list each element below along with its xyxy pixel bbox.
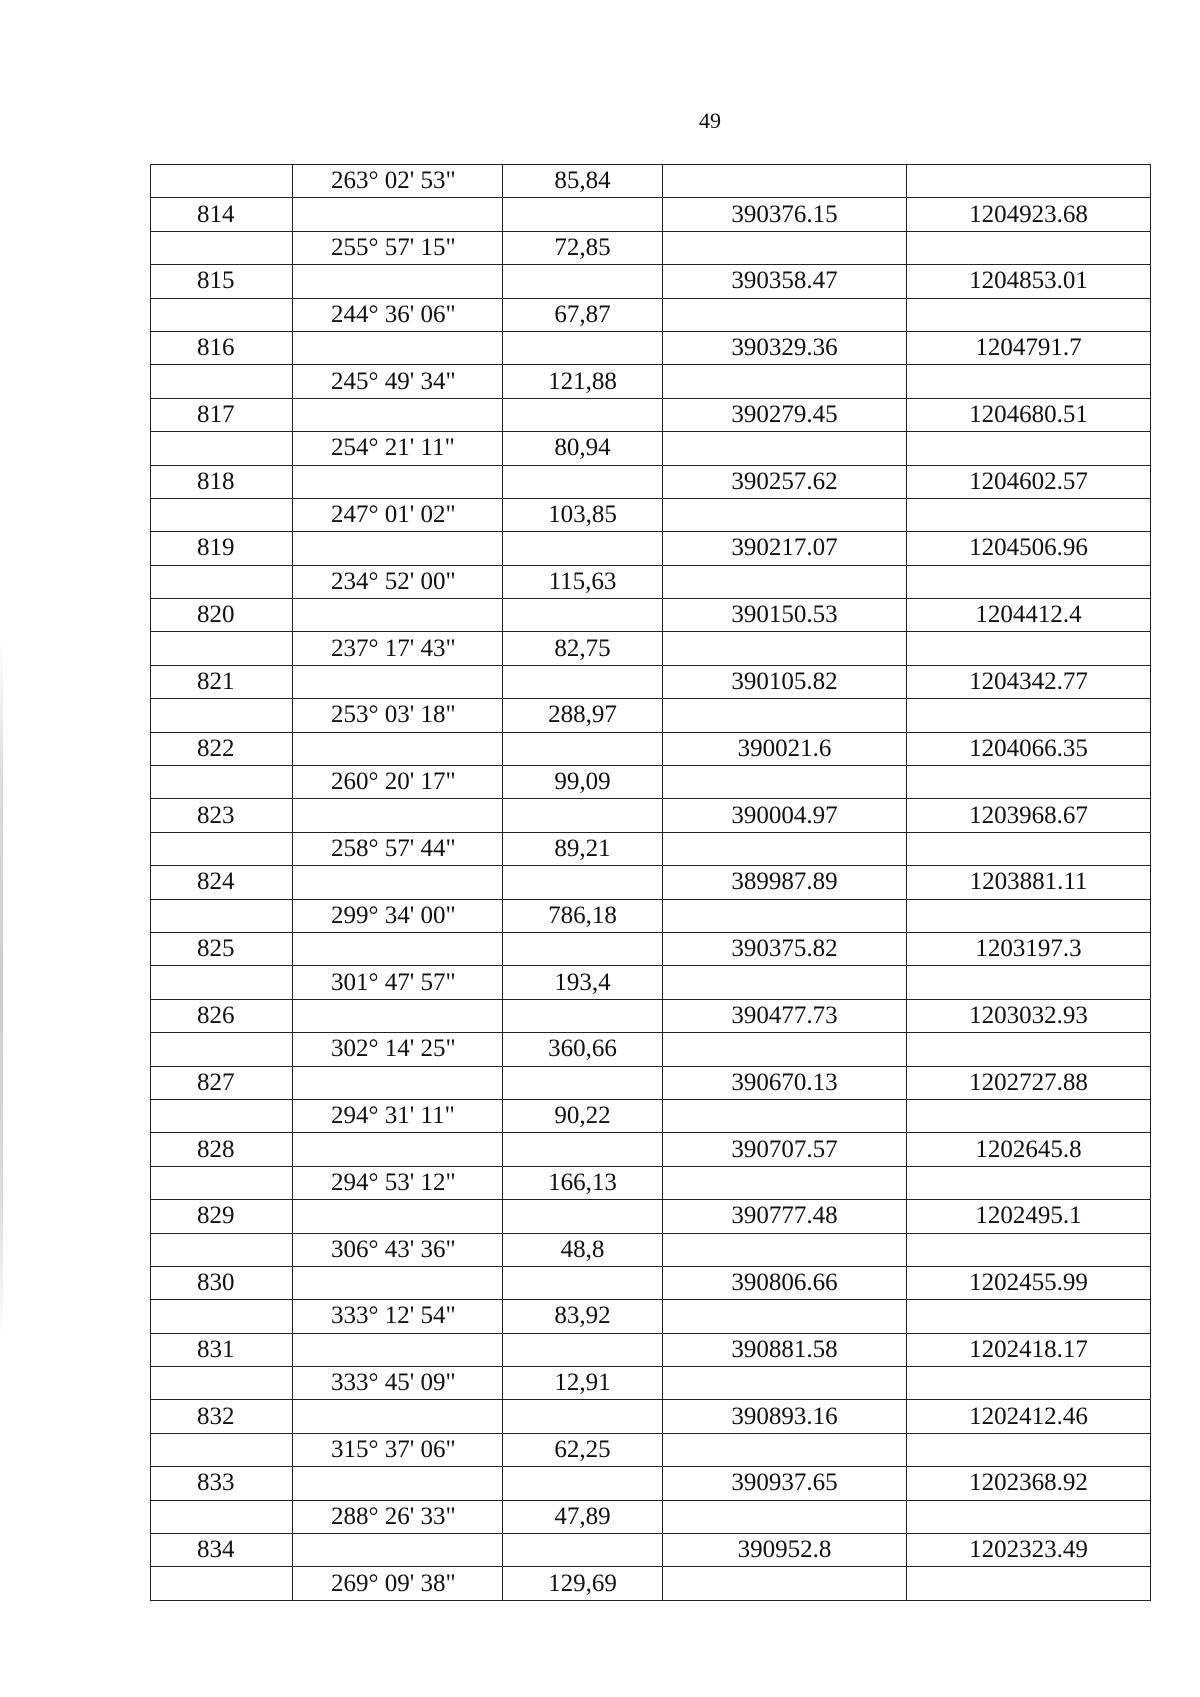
point-number-cell: 821 [151,665,293,698]
y-coordinate-cell: 1202323.49 [907,1534,1151,1567]
direction-angle-cell: 299° 34' 00" [293,899,503,932]
distance-cell: 80,94 [503,432,663,465]
distance-cell: 288,97 [503,699,663,732]
x-coordinate-cell: 390881.58 [663,1333,907,1366]
y-coordinate-cell: 1203881.11 [907,866,1151,899]
distance-cell [503,1333,663,1366]
direction-angle-cell [293,999,503,1032]
point-number-cell [151,766,293,799]
direction-angle-cell [293,1200,503,1233]
x-coordinate-cell: 390777.48 [663,1200,907,1233]
y-coordinate-cell [907,1567,1151,1600]
direction-angle-cell [293,532,503,565]
direction-angle-cell [293,1066,503,1099]
x-coordinate-cell [663,231,907,264]
distance-cell [503,331,663,364]
y-coordinate-cell: 1204853.01 [907,265,1151,298]
point-number-cell: 830 [151,1266,293,1299]
point-number-cell: 824 [151,866,293,899]
table-row [151,565,1151,598]
table-row [151,999,1151,1032]
table-row [151,231,1151,264]
x-coordinate-cell [663,632,907,665]
distance-cell: 90,22 [503,1099,663,1132]
point-number-cell [151,1367,293,1400]
y-coordinate-cell: 1202368.92 [907,1467,1151,1500]
point-number-cell [151,298,293,331]
x-coordinate-cell: 390217.07 [663,532,907,565]
table-row [151,1433,1151,1466]
y-coordinate-cell: 1202495.1 [907,1200,1151,1233]
y-coordinate-cell: 1204506.96 [907,532,1151,565]
page-number: 49 [699,108,721,133]
direction-angle-cell: 294° 31' 11" [293,1099,503,1132]
direction-angle-cell: 269° 09' 38" [293,1567,503,1600]
distance-cell [503,932,663,965]
x-coordinate-cell [663,1233,907,1266]
y-coordinate-cell [907,1233,1151,1266]
y-coordinate-cell: 1204412.4 [907,599,1151,632]
y-coordinate-cell: 1204066.35 [907,732,1151,765]
point-number-cell [151,832,293,865]
direction-angle-cell [293,1467,503,1500]
table-row [151,1066,1151,1099]
direction-angle-cell: 237° 17' 43" [293,632,503,665]
point-number-cell [151,231,293,264]
scan-edge-shadow [0,640,3,1340]
point-number-cell [151,1300,293,1333]
table-row [151,1033,1151,1066]
y-coordinate-cell: 1202455.99 [907,1266,1151,1299]
y-coordinate-cell: 1204342.77 [907,665,1151,698]
x-coordinate-cell: 390952.8 [663,1534,907,1567]
distance-cell [503,732,663,765]
direction-angle-cell [293,398,503,431]
point-number-cell [151,899,293,932]
table-row [151,265,1151,298]
distance-cell [503,465,663,498]
distance-cell [503,1266,663,1299]
distance-cell [503,198,663,231]
y-coordinate-cell [907,165,1151,198]
distance-cell [503,1534,663,1567]
direction-angle-cell [293,1333,503,1366]
table-row [151,599,1151,632]
point-number-cell [151,165,293,198]
x-coordinate-cell: 390150.53 [663,599,907,632]
direction-angle-cell: 253° 03' 18" [293,699,503,732]
distance-cell: 166,13 [503,1166,663,1199]
distance-cell: 129,69 [503,1567,663,1600]
y-coordinate-cell [907,899,1151,932]
distance-cell [503,599,663,632]
x-coordinate-cell: 390004.97 [663,799,907,832]
x-coordinate-cell: 390806.66 [663,1266,907,1299]
x-coordinate-cell [663,1433,907,1466]
point-number-cell [151,1500,293,1533]
point-number-cell: 819 [151,532,293,565]
point-number-cell: 823 [151,799,293,832]
y-coordinate-cell [907,231,1151,264]
distance-cell [503,1066,663,1099]
direction-angle-cell: 288° 26' 33" [293,1500,503,1533]
coordinates-table [150,164,1151,1601]
x-coordinate-cell: 390279.45 [663,398,907,431]
direction-angle-cell [293,265,503,298]
distance-cell [503,398,663,431]
table-row [151,398,1151,431]
y-coordinate-cell: 1204791.7 [907,331,1151,364]
x-coordinate-cell [663,766,907,799]
table-row [151,1500,1151,1533]
distance-cell: 72,85 [503,231,663,264]
table-row [151,1200,1151,1233]
distance-cell: 89,21 [503,832,663,865]
table-row [151,1333,1151,1366]
table-row [151,1367,1151,1400]
direction-angle-cell [293,799,503,832]
x-coordinate-cell [663,1367,907,1400]
direction-angle-cell [293,599,503,632]
point-number-cell: 817 [151,398,293,431]
distance-cell [503,532,663,565]
point-number-cell [151,1433,293,1466]
direction-angle-cell: 234° 52' 00" [293,565,503,598]
y-coordinate-cell: 1203968.67 [907,799,1151,832]
x-coordinate-cell: 390707.57 [663,1133,907,1166]
point-number-cell: 829 [151,1200,293,1233]
direction-angle-cell: 306° 43' 36" [293,1233,503,1266]
point-number-cell [151,498,293,531]
point-number-cell: 828 [151,1133,293,1166]
direction-angle-cell [293,866,503,899]
direction-angle-cell: 244° 36' 06" [293,298,503,331]
point-number-cell: 825 [151,932,293,965]
direction-angle-cell: 333° 45' 09" [293,1367,503,1400]
y-coordinate-cell [907,565,1151,598]
y-coordinate-cell: 1204680.51 [907,398,1151,431]
y-coordinate-cell [907,632,1151,665]
point-number-cell: 814 [151,198,293,231]
x-coordinate-cell [663,699,907,732]
distance-cell [503,1467,663,1500]
y-coordinate-cell [907,498,1151,531]
point-number-cell [151,966,293,999]
table-row [151,732,1151,765]
y-coordinate-cell [907,832,1151,865]
y-coordinate-cell [907,1367,1151,1400]
distance-cell: 83,92 [503,1300,663,1333]
point-number-cell [151,1033,293,1066]
x-coordinate-cell [663,1300,907,1333]
direction-angle-cell: 333° 12' 54" [293,1300,503,1333]
table-row [151,632,1151,665]
direction-angle-cell: 301° 47' 57" [293,966,503,999]
x-coordinate-cell [663,565,907,598]
point-number-cell [151,699,293,732]
x-coordinate-cell: 390021.6 [663,732,907,765]
x-coordinate-cell [663,1567,907,1600]
y-coordinate-cell [907,1433,1151,1466]
point-number-cell: 818 [151,465,293,498]
table-row [151,899,1151,932]
table-row [151,365,1151,398]
distance-cell: 82,75 [503,632,663,665]
x-coordinate-cell: 390670.13 [663,1066,907,1099]
point-number-cell [151,1233,293,1266]
y-coordinate-cell [907,298,1151,331]
point-number-cell: 833 [151,1467,293,1500]
table-row [151,1400,1151,1433]
point-number-cell: 820 [151,599,293,632]
y-coordinate-cell: 1204923.68 [907,198,1151,231]
table-row [151,665,1151,698]
y-coordinate-cell: 1202645.8 [907,1133,1151,1166]
point-number-cell [151,632,293,665]
table-row [151,799,1151,832]
distance-cell: 85,84 [503,165,663,198]
x-coordinate-cell: 390105.82 [663,665,907,698]
point-number-cell [151,1567,293,1600]
table-row [151,1099,1151,1132]
y-coordinate-cell [907,1300,1151,1333]
x-coordinate-cell [663,899,907,932]
x-coordinate-cell [663,432,907,465]
x-coordinate-cell [663,1033,907,1066]
point-number-cell: 831 [151,1333,293,1366]
distance-cell [503,1400,663,1433]
point-number-cell: 826 [151,999,293,1032]
distance-cell: 360,66 [503,1033,663,1066]
distance-cell [503,1200,663,1233]
direction-angle-cell [293,465,503,498]
distance-cell: 99,09 [503,766,663,799]
y-coordinate-cell [907,1033,1151,1066]
direction-angle-cell: 247° 01' 02" [293,498,503,531]
distance-cell [503,665,663,698]
y-coordinate-cell [907,1500,1151,1533]
table-row [151,1166,1151,1199]
distance-cell: 103,85 [503,498,663,531]
x-coordinate-cell: 390937.65 [663,1467,907,1500]
point-number-cell: 816 [151,331,293,364]
distance-cell: 786,18 [503,899,663,932]
distance-cell: 193,4 [503,966,663,999]
distance-cell [503,265,663,298]
x-coordinate-cell [663,165,907,198]
direction-angle-cell: 258° 57' 44" [293,832,503,865]
distance-cell: 47,89 [503,1500,663,1533]
table-row [151,298,1151,331]
x-coordinate-cell [663,1166,907,1199]
x-coordinate-cell [663,1500,907,1533]
table-row [151,532,1151,565]
distance-cell: 62,25 [503,1433,663,1466]
y-coordinate-cell: 1204602.57 [907,465,1151,498]
y-coordinate-cell: 1202418.17 [907,1333,1151,1366]
point-number-cell [151,432,293,465]
point-number-cell: 822 [151,732,293,765]
distance-cell: 115,63 [503,565,663,598]
table-row [151,766,1151,799]
y-coordinate-cell [907,432,1151,465]
x-coordinate-cell [663,365,907,398]
y-coordinate-cell [907,1099,1151,1132]
coordinates-table-body [151,165,1151,1601]
x-coordinate-cell [663,298,907,331]
direction-angle-cell: 245° 49' 34" [293,365,503,398]
point-number-cell [151,565,293,598]
direction-angle-cell [293,732,503,765]
point-number-cell [151,1166,293,1199]
direction-angle-cell [293,1133,503,1166]
y-coordinate-cell [907,766,1151,799]
y-coordinate-cell: 1203197.3 [907,932,1151,965]
point-number-cell [151,365,293,398]
direction-angle-cell [293,1400,503,1433]
distance-cell [503,866,663,899]
x-coordinate-cell: 390358.47 [663,265,907,298]
distance-cell: 67,87 [503,298,663,331]
y-coordinate-cell [907,1166,1151,1199]
x-coordinate-cell [663,832,907,865]
direction-angle-cell [293,1266,503,1299]
x-coordinate-cell: 389987.89 [663,866,907,899]
table-row [151,966,1151,999]
direction-angle-cell: 263° 02' 53" [293,165,503,198]
table-row [151,1567,1151,1600]
y-coordinate-cell [907,365,1151,398]
table-row [151,432,1151,465]
direction-angle-cell [293,1534,503,1567]
table-row [151,465,1151,498]
point-number-cell: 832 [151,1400,293,1433]
table-row [151,198,1151,231]
direction-angle-cell: 255° 57' 15" [293,231,503,264]
y-coordinate-cell [907,966,1151,999]
x-coordinate-cell [663,498,907,531]
direction-angle-cell [293,665,503,698]
table-row [151,1133,1151,1166]
direction-angle-cell [293,198,503,231]
point-number-cell: 834 [151,1534,293,1567]
table-row [151,1534,1151,1567]
table-row [151,1233,1151,1266]
direction-angle-cell: 260° 20' 17" [293,766,503,799]
direction-angle-cell: 315° 37' 06" [293,1433,503,1466]
distance-cell: 12,91 [503,1367,663,1400]
direction-angle-cell [293,932,503,965]
direction-angle-cell [293,331,503,364]
y-coordinate-cell: 1202727.88 [907,1066,1151,1099]
point-number-cell: 827 [151,1066,293,1099]
distance-cell [503,799,663,832]
table-row [151,165,1151,198]
table-row [151,498,1151,531]
table-row [151,866,1151,899]
table-row [151,699,1151,732]
x-coordinate-cell [663,966,907,999]
x-coordinate-cell: 390375.82 [663,932,907,965]
distance-cell [503,999,663,1032]
x-coordinate-cell: 390477.73 [663,999,907,1032]
y-coordinate-cell: 1203032.93 [907,999,1151,1032]
distance-cell: 48,8 [503,1233,663,1266]
distance-cell: 121,88 [503,365,663,398]
y-coordinate-cell: 1202412.46 [907,1400,1151,1433]
x-coordinate-cell: 390376.15 [663,198,907,231]
x-coordinate-cell [663,1099,907,1132]
table-row [151,331,1151,364]
y-coordinate-cell [907,699,1151,732]
table-row [151,932,1151,965]
table-row [151,1467,1151,1500]
table-row [151,1266,1151,1299]
x-coordinate-cell: 390257.62 [663,465,907,498]
distance-cell [503,1133,663,1166]
table-row [151,1300,1151,1333]
direction-angle-cell: 254° 21' 11" [293,432,503,465]
point-number-cell: 815 [151,265,293,298]
direction-angle-cell: 302° 14' 25" [293,1033,503,1066]
x-coordinate-cell: 390893.16 [663,1400,907,1433]
point-number-cell [151,1099,293,1132]
direction-angle-cell: 294° 53' 12" [293,1166,503,1199]
table-row [151,832,1151,865]
x-coordinate-cell: 390329.36 [663,331,907,364]
